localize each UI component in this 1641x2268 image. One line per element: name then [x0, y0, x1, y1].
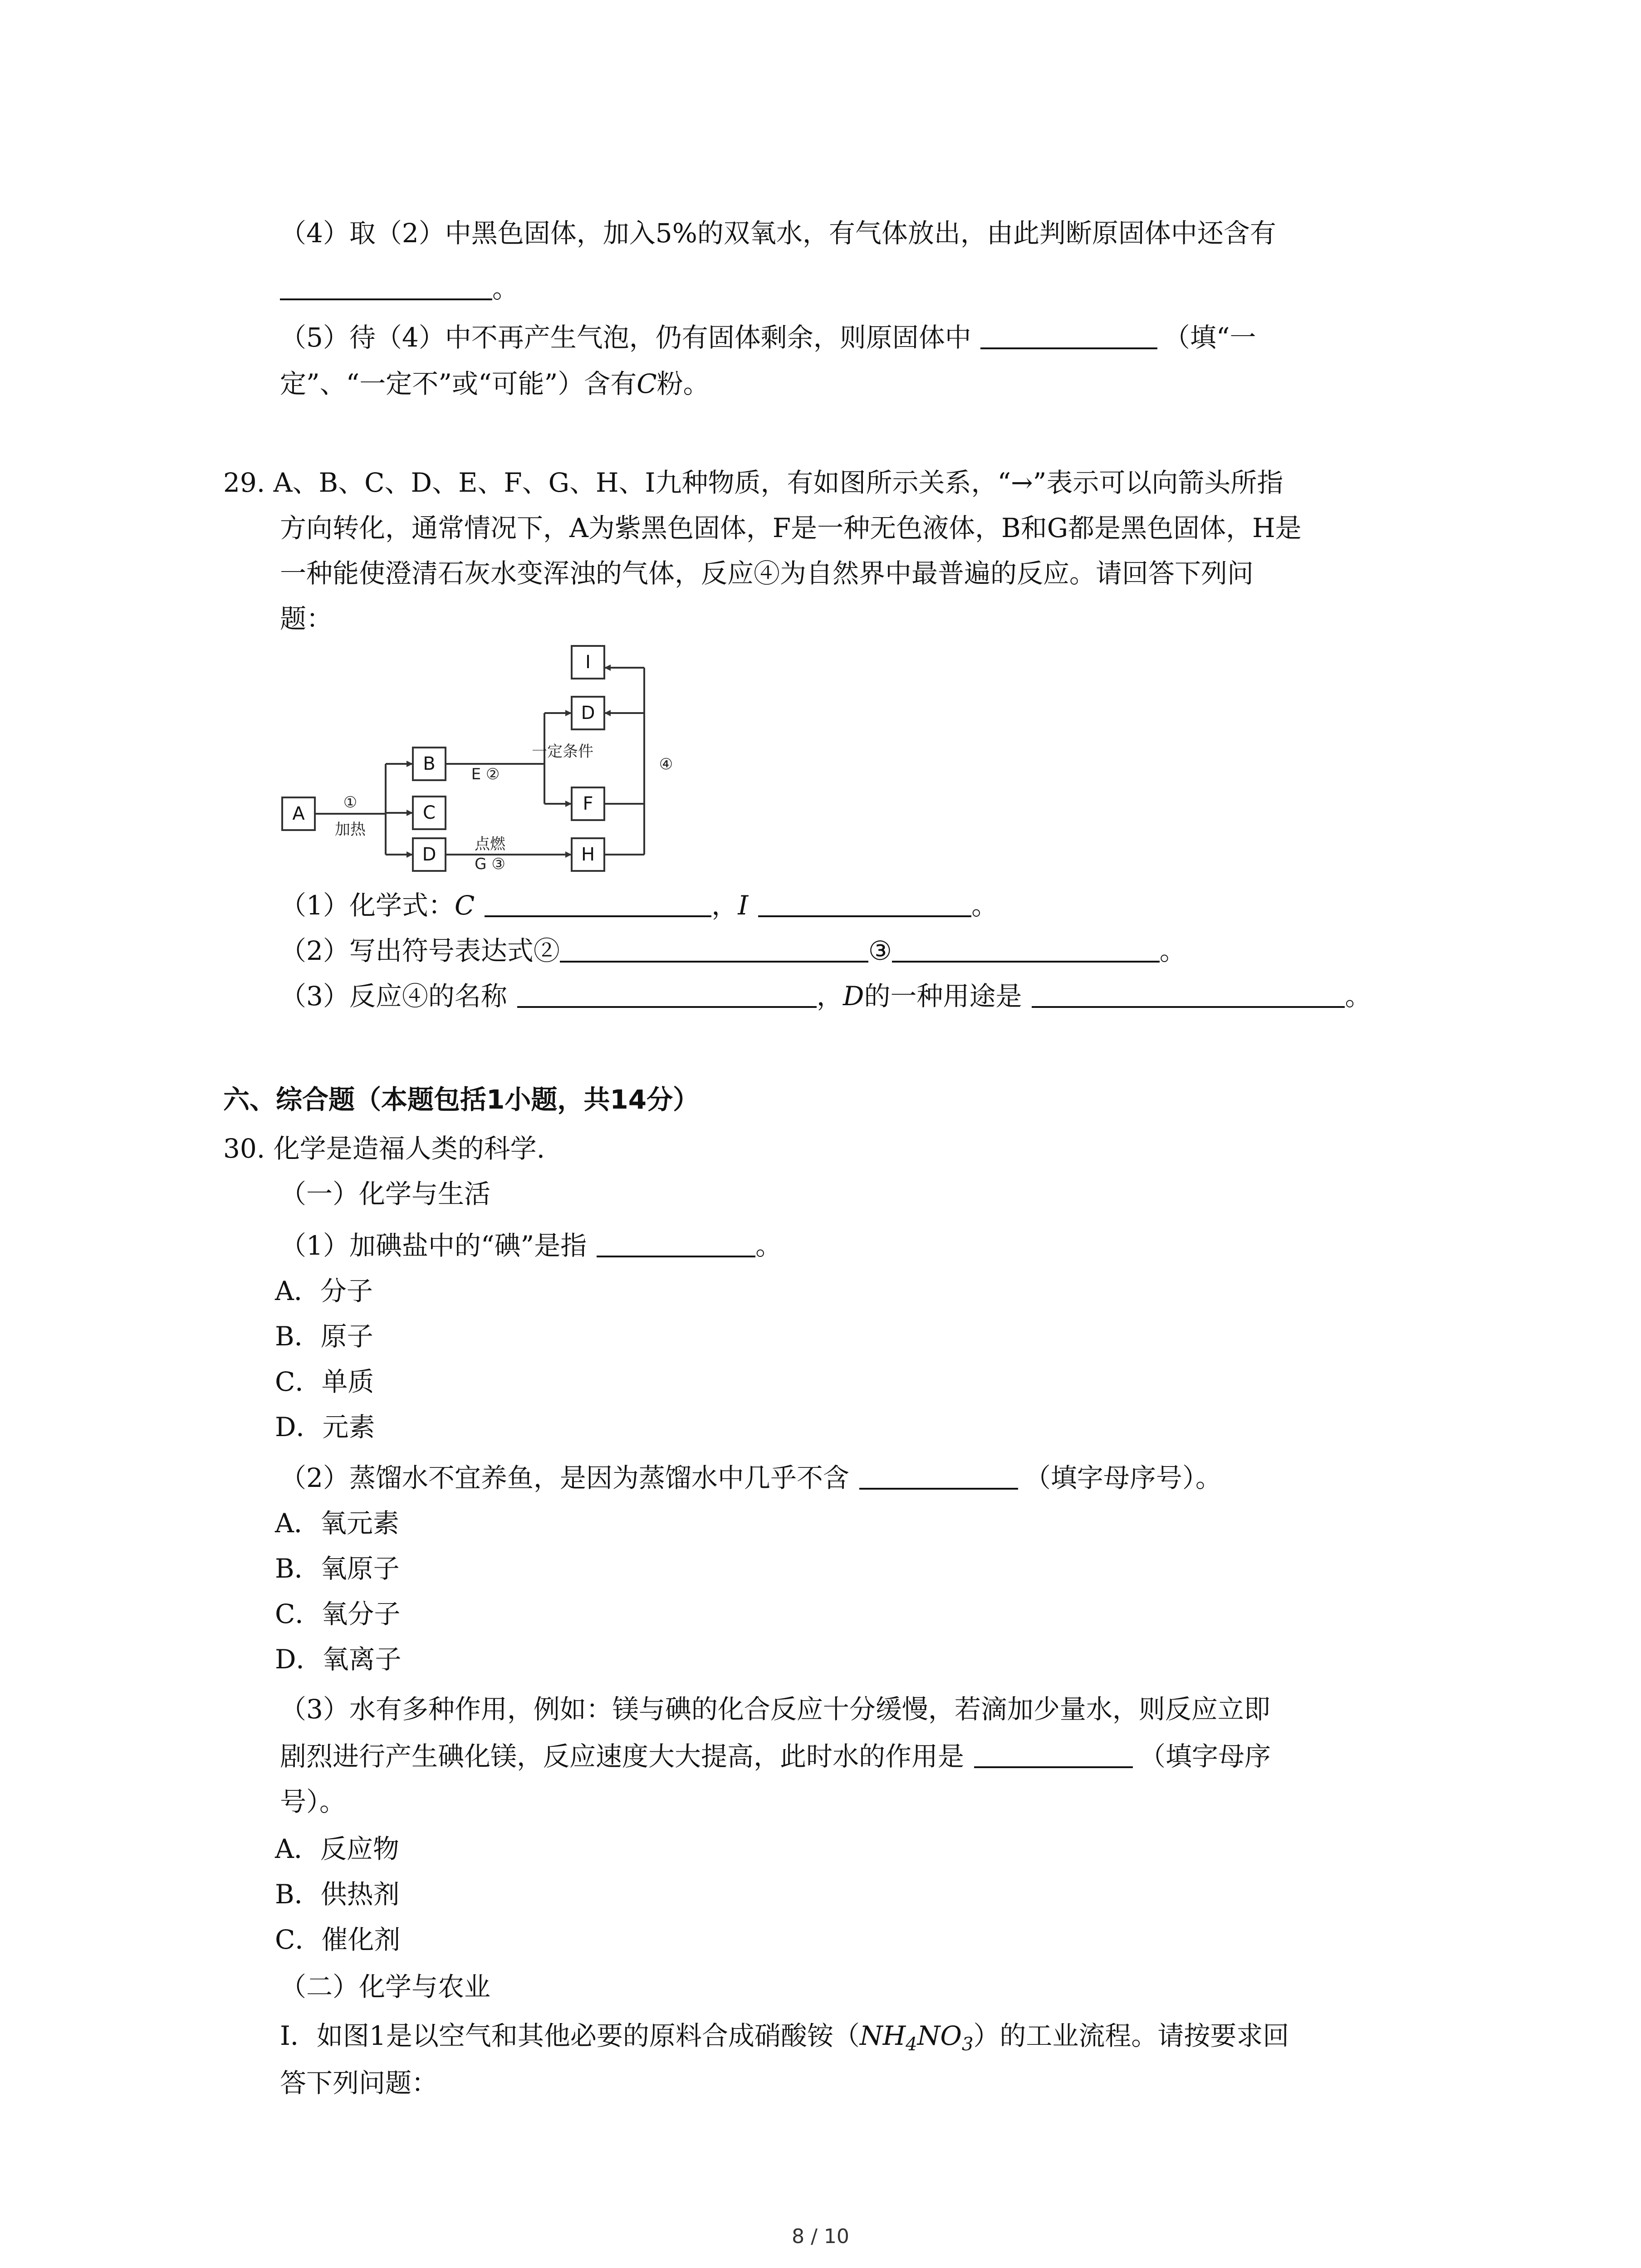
answer-blank[interactable] — [974, 1741, 1133, 1768]
q30-part1-title: （一）化学与生活 — [280, 1178, 491, 1209]
label-b: B — [423, 753, 436, 774]
answer-blank[interactable] — [597, 1230, 755, 1257]
label-c: C — [423, 802, 436, 823]
label-e2: E ② — [471, 765, 500, 783]
q29-sub3: （3）反应④的名称 ，D的一种用途是 。 — [280, 981, 1372, 1012]
label-i: I — [585, 652, 591, 673]
q30-part2-intro-line2: 答下列问题： — [280, 2068, 438, 2098]
page-number: 8 / 10 — [792, 2225, 849, 2248]
label-d2: D — [581, 703, 595, 723]
answer-blank[interactable] — [280, 273, 492, 300]
q30-s3-option[interactable]: B．供热剂 — [275, 1879, 400, 1910]
q28-part5-line2: 定”、“一定不”或“可能”）含有C粉。 — [280, 368, 710, 399]
answer-blank[interactable] — [560, 935, 868, 963]
q29-sub1: （1）化学式：C ，I 。 — [280, 890, 998, 921]
label-heat: 加热 — [335, 821, 366, 839]
q30-stem: 30. 化学是造福人类的科学. — [223, 1133, 545, 1164]
label-d1: D — [422, 844, 436, 865]
q29-stem-line1: 29. A、B、C、D、E、F、G、H、I九种物质，有如图所示关系，“→”表示可以向箭头所指 — [223, 467, 1283, 498]
q30-s1: （1）加碘盐中的“碘”是指 。 — [280, 1230, 782, 1261]
q28-part4-line2: 。 — [280, 272, 519, 305]
q30-s3-option[interactable]: C．催化剂 — [275, 1924, 401, 1955]
answer-blank[interactable] — [980, 322, 1157, 349]
q30-part2-intro-line1: Ⅰ．如图1是以空气和其他必要的原料合成硝酸铵$(NH_4NO_3)$的工业流程。请按要求回 — [280, 2020, 1289, 2055]
label-h: H — [581, 844, 595, 865]
label-a: A — [292, 803, 305, 824]
answer-blank[interactable] — [485, 890, 711, 917]
answer-blank[interactable] — [517, 981, 817, 1008]
section-heading: 六、综合题（本题包括1小题，共14分） — [223, 1084, 700, 1115]
q30-s3-line2: 剧烈进行产生碘化镁，反应速度大大提高，此时水的作用是 （填字母序 — [280, 1741, 1271, 1772]
q30-s1-option[interactable]: D．元素 — [275, 1412, 375, 1442]
q29-sub2: （2）写出符号表达式② ③ 。 — [280, 935, 1186, 966]
q30-s3-line3: 号）。 — [280, 1786, 346, 1817]
label-reaction1: ① — [343, 793, 358, 811]
q30-s3-option[interactable]: A．反应物 — [275, 1833, 399, 1864]
q28-part4-line1: （4）取（2）中黑色固体，加入5%的双氧水，有气体放出，由此判断原固体中还含有 — [280, 218, 1276, 249]
q29-stem-line3: 一种能使澄清石灰水变浑浊的气体，反应④为自然界中最普遍的反应。请回答下列问 — [280, 558, 1254, 589]
q30-s2: （2）蒸馏水不宜养鱼，是因为蒸馏水中几乎不含 （填字母序号）。 — [280, 1462, 1222, 1493]
q30-s1-option[interactable]: B．原子 — [275, 1321, 373, 1352]
q30-s2-option[interactable]: A．氧元素 — [275, 1508, 399, 1539]
q30-s2-option[interactable]: D．氧离子 — [275, 1644, 402, 1675]
q30-part2-title: （二）化学与农业 — [280, 1971, 491, 2002]
q30-s2-option[interactable]: B．氧原子 — [275, 1553, 400, 1584]
answer-blank[interactable] — [1032, 981, 1345, 1008]
q30-s1-option[interactable]: A．分子 — [275, 1276, 373, 1306]
answer-blank[interactable] — [859, 1462, 1018, 1490]
q29-relation-diagram — [272, 635, 699, 889]
answer-blank[interactable] — [892, 935, 1160, 963]
q30-s2-option[interactable]: C．氧分子 — [275, 1598, 401, 1629]
label-reaction4: ④ — [659, 755, 673, 773]
q29-stem-line2: 方向转化，通常情况下，A为紫黑色固体，F是一种无色液体，B和G都是黑色固体，H是 — [280, 513, 1302, 543]
q30-s1-option[interactable]: C．单质 — [275, 1366, 374, 1397]
label-ignite: 点燃 — [475, 835, 505, 853]
label-g3: G ③ — [475, 855, 505, 873]
q30-s3-line1: （3）水有多种作用，例如：镁与碘的化合反应十分缓慢，若滴加少量水，则反应立即 — [280, 1694, 1270, 1725]
answer-blank[interactable] — [758, 890, 971, 917]
label-f: F — [583, 793, 593, 814]
q28-part5-line1: （5）待（4）中不再产生气泡，仍有固体剩余，则原固体中 （填“一 — [280, 322, 1256, 353]
q29-stem-line4: 题： — [280, 603, 333, 634]
label-condition: 一定条件 — [532, 743, 593, 761]
